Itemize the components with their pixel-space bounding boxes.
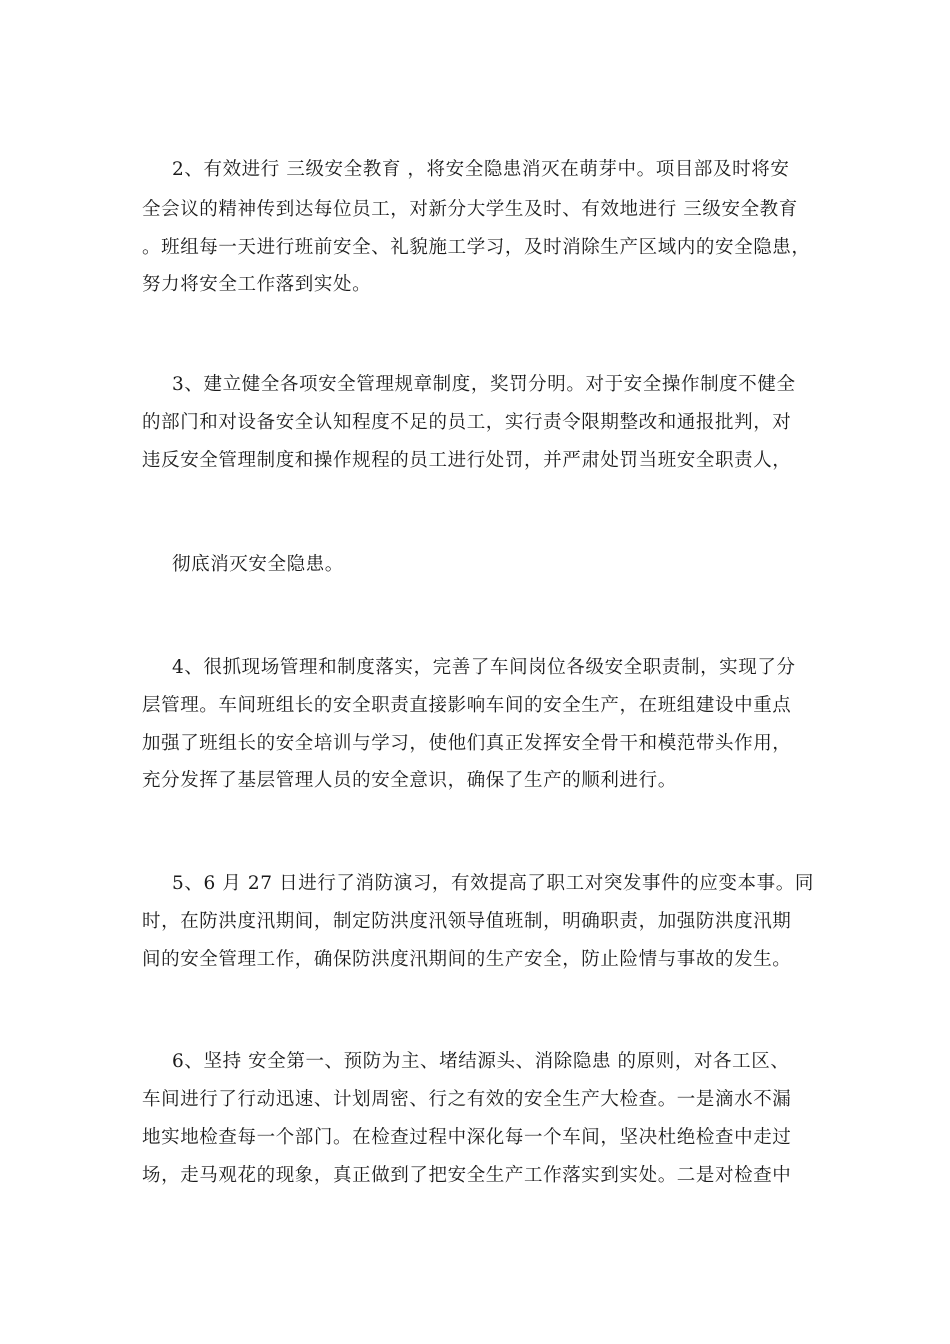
paragraph-line: 车间进行了行动迅速、计划周密、行之有效的安全生产大检查。一是滴水不漏 bbox=[142, 1089, 792, 1110]
paragraph-line: 间的安全管理工作，确保防洪度汛期间的生产安全，防止险情与事故的发生。 bbox=[142, 949, 792, 970]
paragraph-line: 加强了班组长的安全培训与学习，使他们真正发挥安全骨干和模范带头作用， bbox=[142, 733, 792, 754]
paragraph-line: 。班组每一天进行班前安全、礼貌施工学习，及时消除生产区域内的安全隐患， bbox=[142, 237, 811, 258]
paragraph-line: 地实地检查每一个部门。在检查过程中深化每一个车间，坚决杜绝检查中走过 bbox=[142, 1127, 792, 1148]
paragraph-line: 努力将安全工作落到实处。 bbox=[142, 274, 372, 295]
paragraph-line: 2、有效进行 三级安全教育 ，将安全隐患消灭在萌芽中。项目部及时将安 bbox=[172, 159, 790, 180]
paragraph-line: 3、建立健全各项安全管理规章制度，奖罚分明。对于安全操作制度不健全 bbox=[172, 374, 796, 395]
paragraph-line: 全会议的精神传到达每位员工，对新分大学生及时、有效地进行 三级安全教育 bbox=[142, 199, 798, 220]
paragraph-line: 时，在防洪度汛期间，制定防洪度汛领导值班制，明确职责，加强防洪度汛期 bbox=[142, 911, 792, 932]
paragraph-line: 场，走马观花的现象，真正做到了把安全生产工作落实到实处。二是对检查中 bbox=[142, 1165, 792, 1186]
paragraph-line: 4、很抓现场管理和制度落实，完善了车间岗位各级安全职责制，实现了分 bbox=[172, 657, 796, 678]
paragraph-line: 层管理。车间班组长的安全职责直接影响车间的安全生产，在班组建设中重点 bbox=[142, 695, 792, 716]
paragraph-line: 充分发挥了基层管理人员的安全意识，确保了生产的顺利进行。 bbox=[142, 770, 677, 791]
paragraph-line: 违反安全管理制度和操作规程的员工进行处罚，并严肃处罚当班安全职责人， bbox=[142, 450, 792, 471]
paragraph-line: 彻底消灭安全隐患。 bbox=[172, 554, 344, 575]
paragraph-line: 6、坚持 安全第一、预防为主、堵结源头、消除隐患 的原则，对各工区、 bbox=[172, 1051, 790, 1072]
paragraph-line: 5、6 月 27 日进行了消防演习，有效提高了职工对突发事件的应变本事。同 bbox=[172, 873, 814, 894]
paragraph-line: 的部门和对设备安全认知程度不足的员工，实行责令限期整改和通报批判，对 bbox=[142, 412, 792, 433]
